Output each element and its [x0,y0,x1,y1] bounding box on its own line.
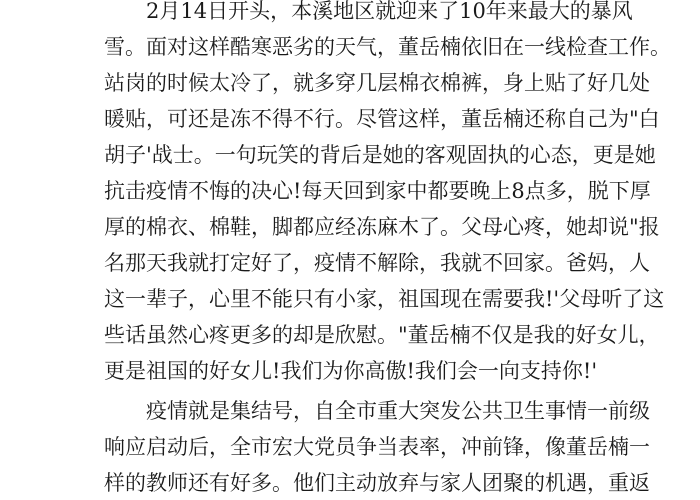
text-line: 雪。面对这样酷寒恶劣的天气，董岳楠依旧在一线检查工作。 [104,35,671,59]
text-line: 暖贴，可还是冻不得不行。尽管这样，董岳楠还称自己为"白 [104,107,660,131]
text-line: 厚的棉衣、棉鞋，脚都应经冻麻木了。父母心疼，她却说"报 [104,215,660,239]
text-line: 这一辈子，心里不能只有小家，祖国现在需要我!'父母听了这 [104,287,665,311]
text-line: 些话虽然心疼更多的却是欣慰。"董岳楠不仅是我的好女儿， [104,323,660,347]
text-line: 响应启动后，全市宏大党员争当表率，冲前锋，像董岳楠一 [104,435,650,459]
text-line: 更是祖国的好女儿!我们为你高傲!我们会一向支持你!' [104,359,598,383]
text-line: 站岗的时候太冷了，就多穿几层棉衣棉裤，身上贴了好几处 [104,71,650,95]
text-line: 胡子'战士。一句玩笑的背后是她的客观固执的心态，更是她 [104,143,656,167]
text-line: 疫情就是集结号，自全市重大突发公共卫生事情一前级 [146,399,650,423]
text-line: 名那天我就打定好了，疫情不解除，我就不回家。爸妈，人 [104,251,650,275]
text-line: 抗击疫情不悔的决心!每天回到家中都要晚上8点多，脱下厚 [104,179,651,203]
text-line: 2月14日开头，本溪地区就迎来了10年来最大的暴风 [146,0,633,23]
text-line: 样的教师还有好多。他们主动放弃与家人团聚的机遇，重返 [104,471,650,495]
